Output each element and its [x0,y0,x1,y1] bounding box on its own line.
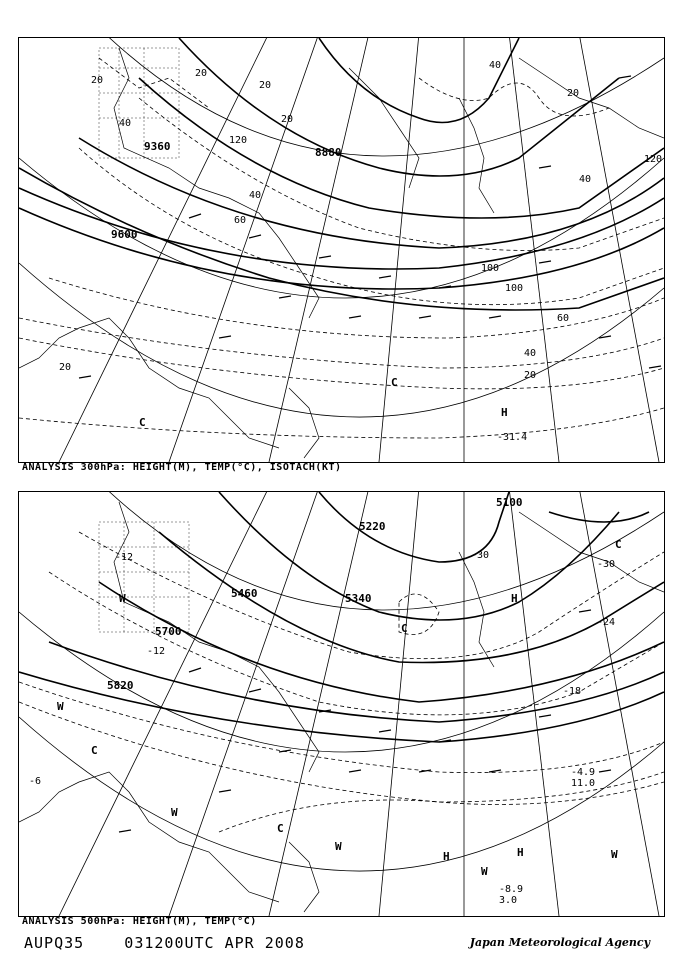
isotherm-label: -6 [29,776,42,787]
isotherm-label: -18 [563,686,582,697]
isotherm-label: -30 [597,559,616,570]
isotach-label: 20 [259,80,272,91]
height-contours [19,38,664,310]
temp-value: -4.9 [571,767,596,778]
height-label: 5820 [107,679,134,692]
height-label: 8880 [315,146,342,159]
pressure-center-label: W [481,865,488,878]
map-500hpa-svg [19,492,664,916]
isotach-label: 20 [567,88,580,99]
pressure-center-label: C [91,744,98,757]
map-500hpa [18,491,665,917]
pressure-center-label: W [335,840,342,853]
pressure-center-label: W [611,848,618,861]
pressure-center-label: C [615,538,622,551]
height-label: 9360 [144,140,171,153]
temp-value: 11.0 [571,778,596,789]
isotach-label: 20 [195,68,208,79]
isotach-label: 40 [489,60,502,71]
height-label: 5100 [496,496,523,509]
pressure-center-label: C [277,822,284,835]
isotherm-label: -12 [115,552,134,563]
isotach-label: 20 [524,370,537,381]
coastline [19,48,664,458]
isotach-label: 120 [644,154,663,165]
pressure-center-label: H [511,592,518,605]
pressure-center-label: H [517,846,524,859]
pressure-center-label: W [57,700,64,713]
shaded-area [99,522,189,632]
isotach-label: 100 [505,283,524,294]
pressure-center-label: C [391,376,398,389]
isotach-label: 60 [557,313,570,324]
isotach-label: 20 [281,114,294,125]
temp-value: 3.0 [499,895,518,906]
height-label: 9600 [111,228,138,241]
isotach-label: 40 [579,174,592,185]
map-300hpa [18,37,665,463]
graticule [19,38,664,462]
isotach-label: 120 [229,135,248,146]
height-label: 5220 [359,520,386,533]
temp-value: -8.9 [499,884,524,895]
pressure-center-label: C [139,416,146,429]
pressure-center-label: C [401,622,408,635]
height-label: 5460 [231,587,258,600]
chart-id-footer: AUPQ35 031200UTC APR 2008 [24,934,305,952]
isotach-label: 40 [524,348,537,359]
pressure-center-label: W [171,806,178,819]
caption-300hpa: ANALYSIS 300hPa: HEIGHT(M), TEMP(°C), ISOTACH(KT) [22,462,342,473]
pressure-center-label: H [443,850,450,863]
agency-credit: Japan Meteorological Agency [469,936,650,949]
isotherm-label: -24 [597,617,616,628]
map-300hpa-svg [19,38,664,462]
height-label: 5340 [345,592,372,605]
pressure-center-label: H [501,406,508,419]
height-label: 5700 [155,625,182,638]
isotach-label: 20 [91,75,104,86]
isotach-label: 40 [119,118,132,129]
isotach-label: 60 [234,215,247,226]
height-contours [19,492,664,742]
pressure-center-label: W [119,592,126,605]
isotach-label: 100 [481,263,500,274]
isotach-label: 40 [249,190,262,201]
isotherm-label: -12 [147,646,166,657]
isotach-label: 20 [59,362,72,373]
caption-500hpa: ANALYSIS 500hPa: HEIGHT(M), TEMP(°C) [22,916,257,927]
isotherm-label: -30 [471,550,490,561]
temp-value: -31.4 [497,432,528,443]
